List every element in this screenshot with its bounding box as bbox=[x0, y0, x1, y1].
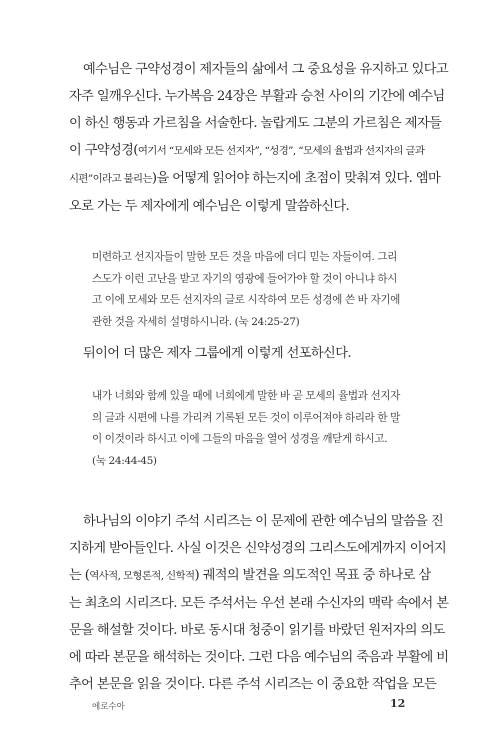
text-segment: )을 어떻게 읽어야 하는지에 초점이 맞춰져 있다. 엠마 bbox=[151, 171, 441, 186]
parenthetical-note: 역사적, 모형론적, 신학적 bbox=[89, 570, 195, 582]
quote-line: 관한 것을 자세히 설명하시니라. (눅 24:25-27) bbox=[92, 315, 300, 328]
text-line bbox=[69, 137, 435, 165]
text-line: 오로 가는 두 제자에게 예수님은 이렇게 말씀하신다. bbox=[69, 199, 350, 214]
quote-line: 내가 너희와 함께 있을 때에 너희에게 말한 바 곧 모세의 율법과 선지자 bbox=[92, 390, 400, 402]
text-line: 에 따라 본문을 해석하는 것이다. 그런 다음 예수님의 죽음과 부활에 비 bbox=[69, 650, 449, 665]
text-line: 추어 본문을 읽을 것이다. 다른 주석 시리즈는 이 중요한 작업을 모든 bbox=[69, 677, 437, 692]
paragraph-series bbox=[69, 508, 449, 698]
text-line: 지하게 받아들인다. 사실 이것은 신약성경의 그리스도에게까지 이어지 bbox=[69, 541, 447, 556]
page-number: 12 bbox=[390, 697, 406, 710]
parenthetical-note: 시편”이라고 불리는 bbox=[69, 173, 152, 185]
text-line bbox=[69, 165, 441, 193]
text-line bbox=[69, 562, 435, 590]
text-line: 예수님은 구약성경이 제자들의 삶에서 그 중요성을 유지하고 있다고 bbox=[83, 62, 449, 77]
quote-line: 미련하고 선지자들이 말한 모든 것을 마음에 더디 믿는 자들이여. 그리 bbox=[92, 251, 398, 263]
running-footer-title: 에로수아 bbox=[92, 702, 125, 712]
scripture-quote-luke-24-25 bbox=[92, 247, 436, 333]
quote-line: 이 이것이라 하시고 이에 그들의 마음을 열어 성경을 깨닫게 하시고. bbox=[92, 433, 388, 446]
quote-line: 스도가 이런 고난을 받고 자기의 영광에 들어가야 할 것이 아니냐 하시 bbox=[92, 272, 398, 285]
text-line: 자주 일깨우신다. 누가복음 24장은 부활과 승천 사이의 기간에 예수님 bbox=[69, 89, 445, 104]
text-line: 는 최초의 시리즈다. 모든 주석서는 우선 본래 수신자의 맥락 속에서 본 bbox=[69, 596, 449, 611]
text-line: 뒤이어 더 많은 제자 그룹에게 이렇게 선포하신다. bbox=[83, 346, 351, 361]
quote-line: (눅 24:44-45) bbox=[92, 454, 157, 467]
scripture-quote-luke-24-44 bbox=[92, 386, 436, 472]
quote-line: 고 이에 모세와 모든 선지자의 글로 시작하여 모든 성경에 쓴 바 자기에 bbox=[92, 294, 400, 307]
text-line: 하나님의 이야기 주석 시리즈는 이 문제에 관한 예수님의 말씀을 진 bbox=[83, 514, 444, 529]
parenthetical-note: 여기서 “모세와 모든 선지자”, “성경”, “모세의 율법과 선지자의 글과 bbox=[137, 145, 425, 157]
text-segment: ) 궤적의 발견을 의도적인 목표 중 하나로 삼 bbox=[194, 568, 431, 583]
paragraph-transition bbox=[83, 340, 449, 367]
text-segment: 이 구약성경( bbox=[69, 143, 138, 158]
quote-line: 의 글과 시편에 나를 가리켜 기록된 모든 것이 이루어져야 하리라 한 말 bbox=[92, 411, 400, 424]
text-segment: 는 ( bbox=[69, 568, 90, 583]
text-line: 이 하신 행동과 가르침을 서술한다. 놀랍게도 그분의 가르침은 제자들 bbox=[69, 116, 442, 131]
text-line: 문을 해설할 것이다. 바로 동시대 청중이 읽기를 바랐던 원저자의 의도 bbox=[69, 623, 445, 638]
paragraph-intro bbox=[69, 56, 449, 220]
